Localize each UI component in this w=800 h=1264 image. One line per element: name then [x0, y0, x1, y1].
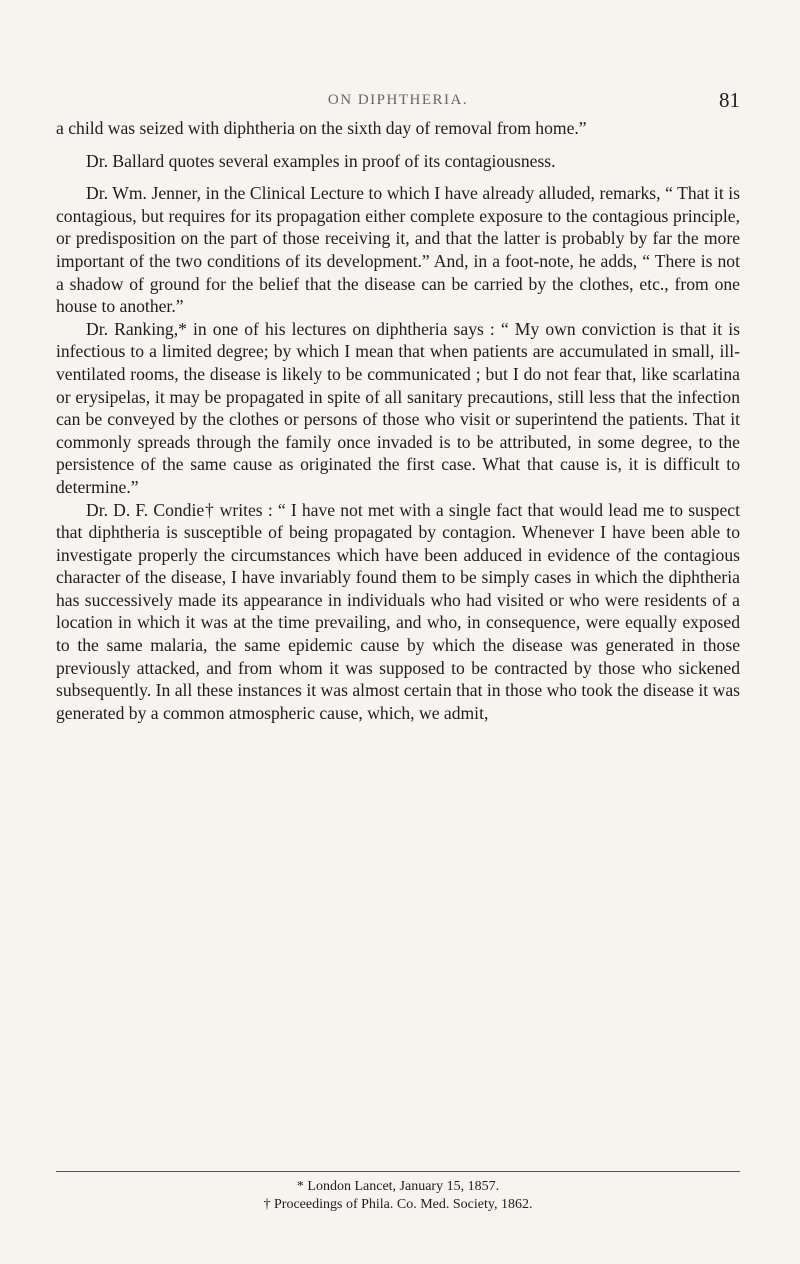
paragraph-jenner: Dr. Wm. Jenner, in the Clinical Lecture to which I have already alluded, remarks, “ That it is contagious, but requires for its propagation either complete exposure to the contagious principle, or predisposition on the part of those receiving it, and that the latter is probably by far the more important of the two conditions of its development.” And, in a foot-note, he adds, “ There is not a shadow of ground for the belief that the disease can be carried by the clothes, etc., from one house to another.”	[56, 183, 740, 317]
paragraph-ballard: Dr. Ballard quotes several examples in proof of its contagiousness.	[86, 150, 556, 171]
page-number: 81	[719, 88, 740, 112]
body-text	[56, 117, 740, 724]
paragraph-ranking: Dr. Ranking,* in one of his lectures on diphtheria says : “ My own conviction is that it is infectious to a limited degree; by which I mean that when patients are accumulated in small, ill-ventilated rooms, the disease is likely to be communicated ; but I do not fear that, like scarlatina or erysipelas, it may be propagated in spite of all sanitary precautions, still less that the infection can be conveyed by the clothes or persons of those who visit or superintend the patients. That it commonly spreads through the family once invaded is to be attributed, in some degree, to the persistence of the same cause as originated the first case. What that cause is, it is difficult to determine.”	[56, 318, 740, 497]
running-title: ON DIPHTHERIA.	[327, 92, 469, 108]
paragraph-condie: Dr. D. F. Condie† writes : “ I have not met with a single fact that would lead me to suspect that diphtheria is susceptible of being propagated by contagion. Whenever I have been able to investigate properly the circumstances which have been adduced in evidence of the contagious character of the disease, I have invariably found them to be simply cases in which the diphtheria has successively made its appearance in individuals who had visited or who were residents of a location in which it was at the time prevailing, and who, in consequence, were equally exposed to the same malaria, the same epidemic cause by which the disease was generated in those previously attacked, and from whom it was supposed to be contracted by those who sickened subsequently. In all these instances it was almost certain that in those who took the disease it was generated by a common atmospheric cause, which, we admit,	[56, 499, 740, 723]
paragraph-continuation: a child was seized with diphtheria on the sixth day of removal from home.”	[56, 118, 587, 138]
running-head	[56, 88, 740, 112]
footnote-lancet: * London Lancet, January 15, 1857.	[296, 1179, 500, 1194]
footnote-proceedings: † Proceedings of Phila. Co. Med. Society, 1862.	[263, 1197, 533, 1212]
footnote-rule	[56, 1171, 740, 1172]
footnotes	[56, 1178, 740, 1214]
